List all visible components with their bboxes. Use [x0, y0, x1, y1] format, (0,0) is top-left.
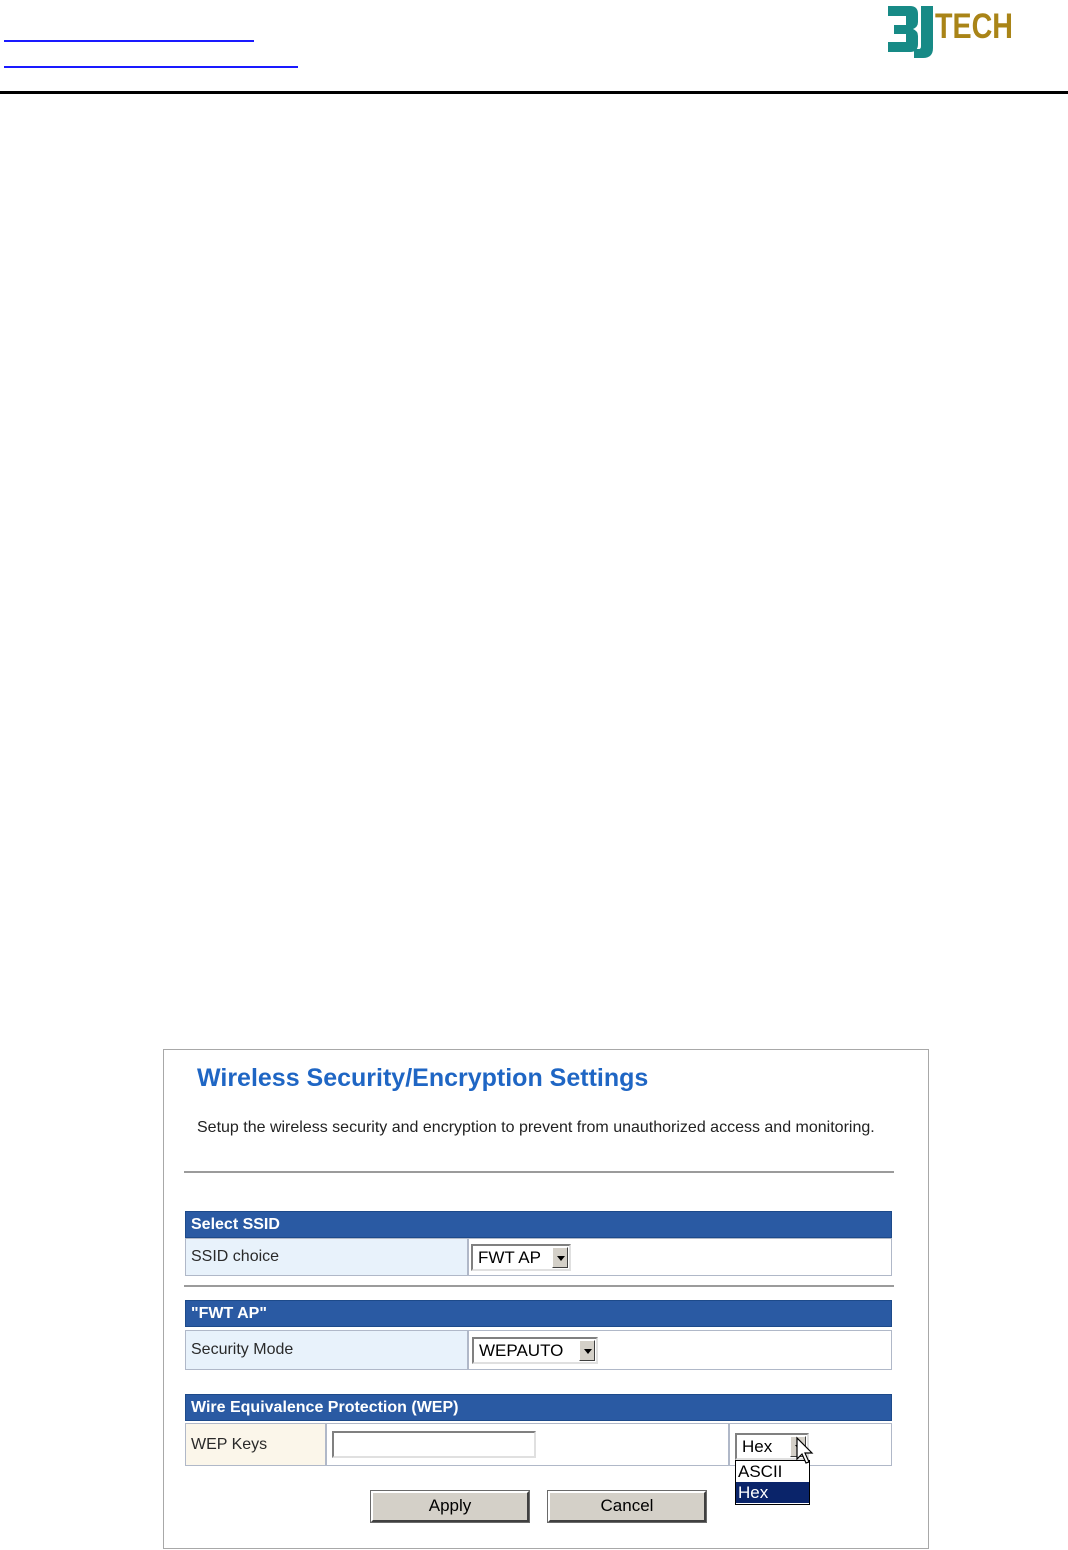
- 3jtech-logo: [884, 0, 1016, 62]
- chevron-down-icon[interactable]: [552, 1247, 568, 1268]
- wireless-security-panel: [163, 1049, 929, 1549]
- page-description: Setup the wireless security and encryption to prevent from unauthorized access and monitoring.: [197, 1119, 875, 1136]
- svg-text:TECH: TECH: [935, 7, 1013, 46]
- ssid-choice-value: FWT AP: [478, 1248, 541, 1267]
- security-mode-value: WEPAUTO: [479, 1341, 564, 1360]
- divider: [184, 1171, 894, 1173]
- apply-button[interactable]: Apply: [371, 1491, 529, 1522]
- security-mode-label: Security Mode: [185, 1330, 468, 1370]
- divider: [184, 1285, 894, 1287]
- wep-key-input[interactable]: [332, 1431, 536, 1458]
- cancel-button[interactable]: Cancel: [548, 1491, 706, 1522]
- chevron-down-icon[interactable]: [579, 1340, 595, 1361]
- ssid-section-header: "FWT AP": [185, 1300, 892, 1327]
- format-option-ascii[interactable]: ASCII: [738, 1462, 783, 1481]
- ssid-choice-label: SSID choice: [185, 1238, 468, 1276]
- wep-key-format-dropdown[interactable]: [735, 1460, 810, 1505]
- security-mode-select[interactable]: [472, 1337, 598, 1364]
- wep-key-format-value: Hex: [742, 1437, 773, 1456]
- mouse-cursor-icon: [796, 1437, 814, 1465]
- select-ssid-header: Select SSID: [185, 1211, 892, 1238]
- header-link-2[interactable]: [4, 40, 298, 68]
- header-link-1[interactable]: [4, 14, 254, 42]
- header-divider: [0, 91, 1068, 94]
- ssid-choice-select[interactable]: [471, 1244, 571, 1271]
- page-title: Wireless Security/Encryption Settings: [197, 1064, 649, 1092]
- wep-keys-label: WEP Keys: [185, 1423, 326, 1466]
- wep-section-header: Wire Equivalence Protection (WEP): [185, 1394, 892, 1421]
- format-option-hex[interactable]: Hex: [736, 1482, 809, 1503]
